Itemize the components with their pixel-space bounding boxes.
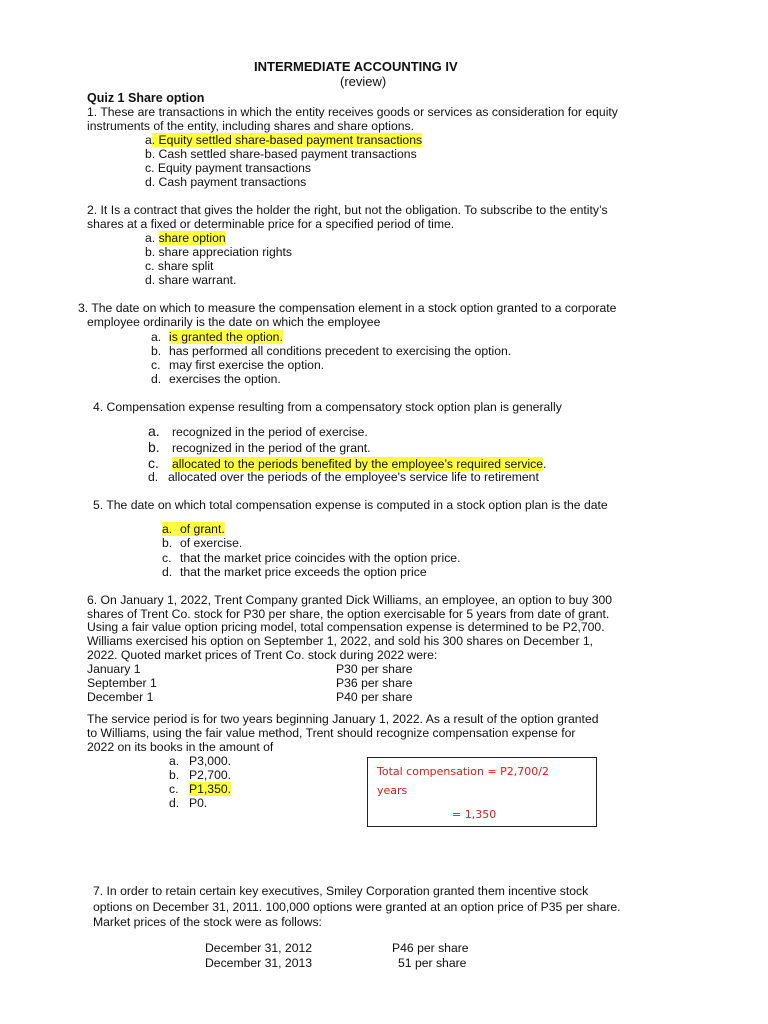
answer-option-b: b. Cash settled share-based payment transactions xyxy=(145,147,417,161)
question-text: The service period is for two years beginning January 1, 2022. As a result of the option granted xyxy=(87,712,599,726)
answer-option-c: c. may first exercise the option. xyxy=(151,358,325,372)
price-date: January 1 xyxy=(87,662,141,676)
answer-option-b: b. P2,700. xyxy=(169,768,232,782)
answer-option-b: b. share appreciation rights xyxy=(145,245,293,259)
price-row xyxy=(87,691,413,705)
answer-option-d: d. Cash payment transactions xyxy=(145,175,307,189)
highlighted-answer: P1,350. xyxy=(189,782,232,796)
question-text: 4. Compensation expense resulting from a compensatory stock option plan is generally xyxy=(93,400,562,414)
question-text: 2022 on its books in the amount of xyxy=(87,740,274,754)
document-subtitle: (review) xyxy=(340,74,387,89)
price-value: P36 per share xyxy=(336,676,413,690)
answer-option-a: a. recognized in the period of exercise. xyxy=(148,423,368,439)
answer-option-d: d. P0. xyxy=(169,796,208,810)
question-text: 6. On January 1, 2022, Trent Company granted Dick Williams, an employee, an option to buy 300 xyxy=(87,593,613,607)
question-text: Market prices of the stock were as follows: xyxy=(93,915,322,929)
question-text: 1. These are transactions in which the entity receives goods or services as consideration for equity xyxy=(87,105,618,119)
solution-note-result: = 1,350 xyxy=(452,808,497,821)
solution-note-line: Total compensation = P2,700/2 xyxy=(377,765,549,778)
question-text: 2. It Is a contract that gives the holder the right, but not the obligation. To subscribe to the entity’s xyxy=(87,203,608,217)
question-text: to Williams, using the fair value method, Trent should recognize compensation expense for xyxy=(87,726,576,740)
question-text: 5. The date on which total compensation expense is computed in a stock option plan is the date xyxy=(93,498,608,512)
question-text: employee ordinarily is the date on which the employee xyxy=(87,315,381,329)
answer-option-d: d. that the market price exceeds the option price xyxy=(162,565,427,579)
question-text: instruments of the entity, including shares and share options. xyxy=(87,119,414,133)
question-text: options on December 31, 2011. 100,000 options were granted at an option price of P35 per share. xyxy=(93,900,621,914)
answer-option-a: a. Equity settled share-based payment transactions xyxy=(145,133,423,147)
price-value: P40 per share xyxy=(336,690,413,704)
answer-option-c: c. allocated to the periods benefited by the employee’s required service. xyxy=(148,455,547,471)
price-row xyxy=(87,677,413,691)
highlighted-answer: a. of grant. xyxy=(162,522,225,536)
solution-note-line: years xyxy=(377,784,408,797)
answer-option-a: a. share option xyxy=(145,231,226,245)
highlighted-answer: share option xyxy=(158,231,226,245)
question-text: 7. In order to retain certain key executives, Smiley Corporation granted them incentive stock xyxy=(93,884,589,898)
highlighted-answer: allocated to the periods benefited by the employee’s required service xyxy=(172,457,544,471)
answer-option-c: c. that the market price coincides with the option price. xyxy=(162,551,461,565)
question-text: shares of Trent Co. stock for P30 per share, the option exercisable for 5 years from date of grant. xyxy=(87,607,610,621)
answer-option-d: d. exercises the option. xyxy=(151,372,281,386)
answer-option-a xyxy=(162,523,225,537)
highlighted-answer: is granted the option. xyxy=(169,330,283,344)
price-value: P30 per share xyxy=(336,662,413,676)
price-row xyxy=(205,957,466,971)
question-text: Using a fair value option pricing model, total compensation expense is determined to be P2,700. xyxy=(87,620,605,634)
price-date: December 31, 2012 xyxy=(205,941,313,955)
question-text: Williams exercised his option on September 1, 2022, and sold his 300 shares on December 1, xyxy=(87,634,594,648)
answer-option-b: b. recognized in the period of the grant. xyxy=(148,439,371,455)
price-row xyxy=(205,942,469,956)
answer-option-c: c. P1,350. xyxy=(169,782,232,796)
question-text: shares at a fixed or determinable price for a specified period of time. xyxy=(87,217,455,231)
document-title: INTERMEDIATE ACCOUNTING IV xyxy=(254,59,458,74)
answer-option-a: a. P3,000. xyxy=(169,754,232,768)
answer-option-d: d. share warrant. xyxy=(145,273,237,287)
price-row xyxy=(87,663,413,677)
quiz-title: Quiz 1 Share option xyxy=(87,91,205,105)
answer-option-d: d. allocated over the periods of the employee's service life to retirement xyxy=(148,470,539,484)
answer-option-c: c. Equity payment transactions xyxy=(145,161,311,175)
answer-option-b: b. of exercise. xyxy=(162,536,243,550)
answer-option-a: a. is granted the option. xyxy=(151,330,283,344)
price-date: December 31, 2013 xyxy=(205,956,313,970)
price-value: P46 per share xyxy=(392,941,469,955)
question-text: 3. The date on which to measure the compensation element in a stock option granted to a corporate xyxy=(78,301,617,315)
price-value: 51 per share xyxy=(398,956,467,970)
price-date: September 1 xyxy=(87,676,157,690)
solution-note-box xyxy=(367,757,597,827)
question-text: 2022. Quoted market prices of Trent Co. stock during 2022 were: xyxy=(87,648,438,662)
price-date: December 1 xyxy=(87,690,154,704)
highlighted-answer: . Equity settled share-based payment transactions xyxy=(151,133,423,147)
answer-option-c: c. share split xyxy=(145,259,214,273)
answer-option-b: b. has performed all conditions precedent to exercising the option. xyxy=(151,344,512,358)
